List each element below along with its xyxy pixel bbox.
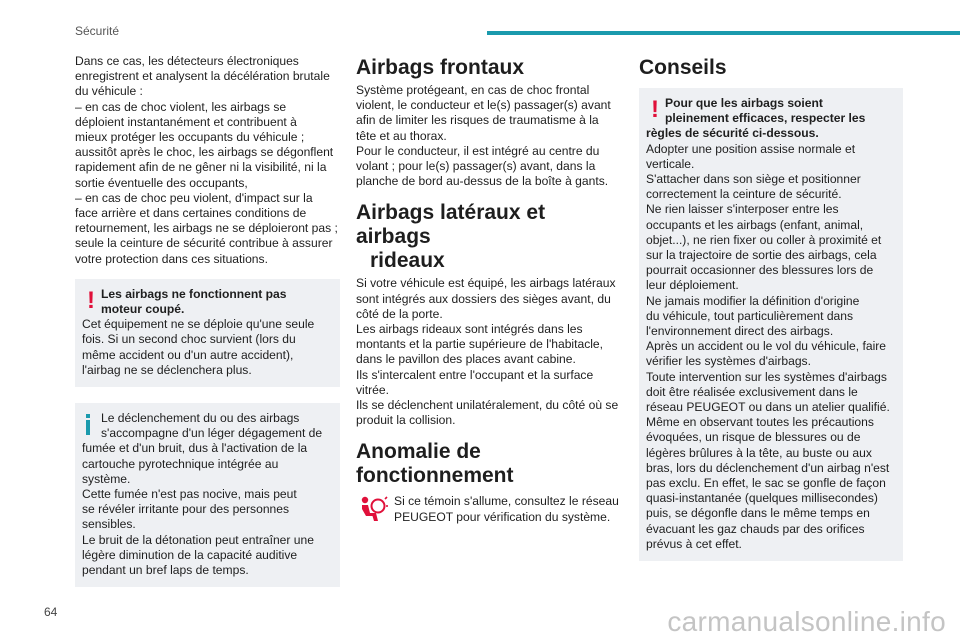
anomaly-title-line2: fonctionnement xyxy=(356,464,514,488)
page-number: 64 xyxy=(44,605,58,619)
warning-exclamation-icon: ! xyxy=(87,286,95,314)
column-left xyxy=(75,54,340,587)
advice-title: Conseils xyxy=(639,56,727,79)
info-box-first: Le déclenchement du ou des airbags s'accompagne d'un léger dégagement de xyxy=(101,411,323,441)
lateral-airbags-title-line1: Airbags latéraux et airbags xyxy=(356,201,546,249)
section-header: Sécurité xyxy=(75,24,120,38)
header-accent-bar xyxy=(487,31,960,35)
intro-paragraph: Dans ce cas, les détecteurs électroniques enregistrent et analysent la décélération brutale du véhicule : – en cas de choc violent, les airbags se déploient instantanément et contribuent à mieux protéger les occupants du véhicule ; aussitôt après le choc, les airbags se dégonflent rapidement afin de ne gêner ni la visibilité, ni la sortie éventuelle des occupants, – en cas de choc peu violent, d'impact sur la face arrière et dans certaines conditions de retournement, les airbags ne se déploieront pas ; seule la ceinture de sécurité contribue à assurer votre protection dans ces situations. xyxy=(75,54,338,266)
anomaly-title-line1: Anomalie de xyxy=(356,440,481,464)
watermark: carmanualsonline.info xyxy=(667,606,946,637)
column-right xyxy=(639,54,903,561)
anomaly-text: Si ce témoin s'allume, consultez le réseau PEUGEOT pour vérification du système. xyxy=(394,494,619,524)
frontal-airbags-text: Système protégeant, en cas de choc frontal violent, le conducteur et le(s) passager(s) avant afin de limiter les risques de traumatisme à la tête et au thorax. Pour le conducteur, il est intégré au centre du volant ; pour le(s) passager(s) avant, dans la planche de bord au-dessus de la boîte à gants. xyxy=(356,83,611,189)
warning-box-body: Cet équipement ne se déploie qu'une seule fois. Si un second choc survient (lors du même accident ou d'un autre accident), l'airbag ne se déclenchera plus. xyxy=(82,317,315,377)
lateral-airbags-title-line2: rideaux xyxy=(370,249,445,273)
advice-box-lead: Pour que les airbags soient pleinement efficaces, respecter les xyxy=(665,96,866,126)
warning-box-lead: Les airbags ne fonctionnent pas moteur coupé. xyxy=(101,286,287,317)
info-box-deployment xyxy=(75,403,340,587)
advice-box-lead-rest: règles de sécurité ci-dessous. xyxy=(646,126,819,141)
lateral-airbags-text: Si votre véhicule est équipé, les airbags latéraux sont intégrés aux dossiers des sièges avant, du côté de la porte. Les airbags rideaux sont intégrés dans les montants et la partie supérieure de l'habitacle, dans le pavillon des places avant cabine. Ils s'intercalent entre l'occupant et la surface vitrée. Ils se déclenchent unilatéralement, du côté où se produit la collision. xyxy=(356,276,619,428)
advice-box-body: Adopter une position assise normale et verticale. S'attacher dans son siège et positionner correctement la ceinture de sécurité. Ne rien laisser s'interposer entre les occupants et les airbags (enfant, animal, objet...), ne rien fixer ou coller à proximité et sur la trajectoire de sortie des airbags, cela pourrait occasionner des blessures lors de leur déploiement. Ne jamais modifier la définition d'origine du véhicule, tout particulièrement dans l'environnement direct des airbags. Après un accident ou le vol du véhicule, faire vérifier les systèmes d'airbags. Toute intervention sur les systèmes d'airbags doit être réalisée exclusivement dans le réseau PEUGEOT ou dans un atelier qualifié. Même en observant toutes les précautions évoquées, un risque de blessures ou de légères brûlures à la tête, au buste ou aux bras, lors du déclenchement d'un airbag n'est pas exclu. En effet, le sac se gonfle de façon quasi-instantanée (quelques millisecondes) puis, se dégonfle dans le même temps en évacuant les gaz chauds par des orifices prévus à cet effet. xyxy=(646,141,890,551)
info-icon xyxy=(86,414,90,435)
info-box-body: fumée et d'un bruit, dus à l'activation de la cartouche pyrotechnique intégrée au système. Cette fumée n'est pas nocive, mais peut se révéler irritante pour des personnes sensibles. Le bruit de la détonation peut entraîner une légère diminution de la capacité auditive pendant un bref laps de temps. xyxy=(82,441,314,578)
advice-box xyxy=(639,88,903,561)
warning-exclamation-icon: ! xyxy=(651,96,659,123)
frontal-airbags-title: Airbags frontaux xyxy=(356,56,525,79)
airbag-warning-light-icon xyxy=(356,494,388,524)
anomaly-row xyxy=(356,494,624,528)
column-middle xyxy=(356,54,624,528)
warning-box-engine-off xyxy=(75,279,340,387)
